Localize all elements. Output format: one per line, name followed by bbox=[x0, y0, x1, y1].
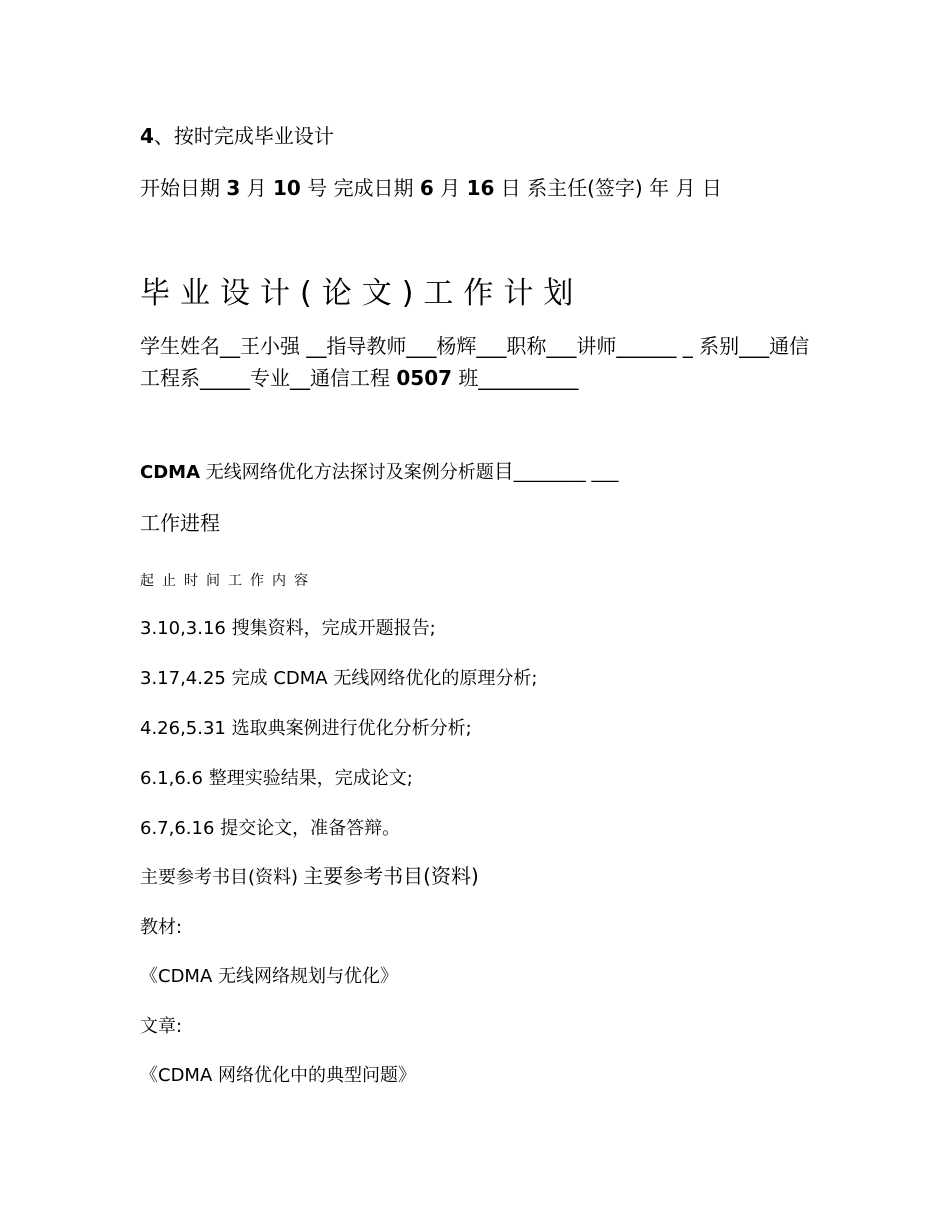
article-title: 《CDMA 网络优化中的典型问题》 bbox=[140, 1065, 416, 1086]
references-label-large: 主要参考书目(资料) bbox=[303, 864, 479, 888]
progress-title: 工作进程 bbox=[140, 511, 220, 535]
section-text: 、按时完成毕业设计 bbox=[153, 124, 334, 148]
end-month: 6 bbox=[419, 176, 434, 200]
class-number: 0507 bbox=[396, 366, 453, 390]
dept-head-signature-label: 系主任(签字) bbox=[527, 176, 643, 200]
start-date-label: 开始日期 bbox=[140, 176, 220, 200]
plan-title: 毕业设计(论文)工作计划 bbox=[140, 276, 584, 311]
start-month: 3 bbox=[226, 176, 241, 200]
schedule-item: 3.17,4.25 完成 CDMA 无线网络优化的原理分析; bbox=[140, 668, 538, 689]
month-char-2: 月 bbox=[440, 176, 461, 200]
date-line bbox=[140, 172, 810, 204]
class-tail: 班__________ bbox=[452, 366, 579, 390]
section-number: 4 bbox=[140, 124, 154, 148]
start-day: 10 bbox=[273, 176, 301, 200]
references-label-small: 主要参考书目(资料) bbox=[140, 867, 299, 888]
topic-text: 无线网络优化方法探讨及案例分析题 bbox=[200, 462, 494, 483]
textbook-label: 教材: bbox=[140, 917, 183, 938]
schedule-item: 3.10,3.16 搜集资料，完成开题报告; bbox=[140, 618, 436, 639]
topic-line bbox=[140, 455, 618, 484]
topic-tail: ________ ___ bbox=[513, 462, 619, 483]
day-word: 日 bbox=[701, 176, 722, 200]
hao-char: 号 bbox=[307, 176, 328, 200]
year-char: 年 bbox=[649, 176, 670, 200]
textbook-title: 《CDMA 无线网络规划与优化》 bbox=[140, 966, 398, 987]
article-label: 文章: bbox=[140, 1016, 183, 1037]
schedule-item: 6.7,6.16 提交论文，准备答辩。 bbox=[140, 818, 401, 839]
student-info bbox=[140, 330, 810, 394]
student-info-text: 学生姓名__王小强 __指导教师___杨辉___职称___讲师______ _ 系别___通信工程系_____专业__通信工程 bbox=[140, 334, 810, 390]
topic-mu: 目 bbox=[493, 459, 514, 483]
schedule-item: 4.26,5.31 选取典案例进行优化分析分析; bbox=[140, 718, 472, 739]
end-day: 16 bbox=[466, 176, 495, 200]
month-word: 月 bbox=[675, 176, 696, 200]
table-header: 起止时间工作内容 bbox=[140, 573, 316, 589]
section-heading-4 bbox=[140, 120, 334, 149]
topic-cdma: CDMA bbox=[140, 462, 200, 483]
end-date-label: 完成日期 bbox=[333, 176, 414, 200]
ri-char: 日 bbox=[500, 176, 521, 200]
month-char: 月 bbox=[246, 176, 267, 200]
schedule-item: 6.1,6.6 整理实验结果，完成论文; bbox=[140, 768, 413, 789]
references-heading bbox=[140, 860, 479, 889]
